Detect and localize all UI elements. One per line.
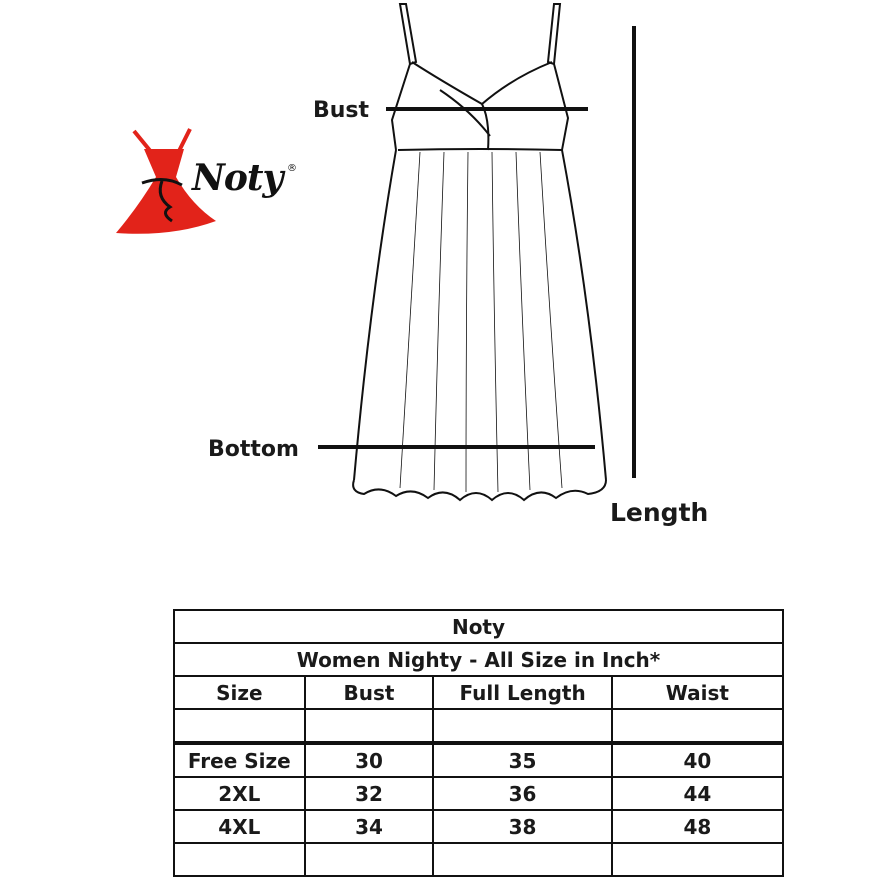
table-cell: 30 [305,743,434,777]
table-cell [433,843,611,876]
bust-measure-line [386,107,588,111]
table-cell [433,709,611,743]
table-cell [174,843,305,876]
table-header-row [174,676,783,709]
header-waist: Waist [612,676,783,709]
bust-label: Bust [313,98,370,123]
table-row [174,843,783,876]
size-chart-table [173,609,784,877]
table-cell: 4XL [174,810,305,843]
bottom-label: Bottom [208,437,299,462]
table-cell: 38 [433,810,611,843]
table-cell [612,843,783,876]
registered-mark: ® [287,163,297,174]
brand-name: Noty [192,157,283,199]
table-cell: 32 [305,777,434,810]
length-label: Length [610,498,709,527]
table-cell [305,709,434,743]
table-cell: 44 [612,777,783,810]
table-title: Noty [174,610,783,643]
header-size: Size [174,676,305,709]
table-row [174,709,783,743]
table-cell [305,843,434,876]
bottom-measure-line [318,445,595,449]
header-bust: Bust [305,676,434,709]
table-cell: 48 [612,810,783,843]
table-row [174,810,783,843]
table-cell [174,709,305,743]
table-row [174,743,783,777]
table-row [174,777,783,810]
table-subtitle-row [174,643,783,676]
table-subtitle: Women Nighty - All Size in Inch* [174,643,783,676]
header-full-length: Full Length [433,676,611,709]
table-cell: 2XL [174,777,305,810]
table-cell: 35 [433,743,611,777]
table-cell [612,709,783,743]
brand-logo [112,125,307,237]
dress-sketch-icon [340,0,625,520]
table-cell: 40 [612,743,783,777]
table-cell: 36 [433,777,611,810]
length-measure-line [632,26,636,478]
dress-illustration [340,0,625,520]
table-cell: 34 [305,810,434,843]
table-title-row [174,610,783,643]
table-cell: Free Size [174,743,305,777]
